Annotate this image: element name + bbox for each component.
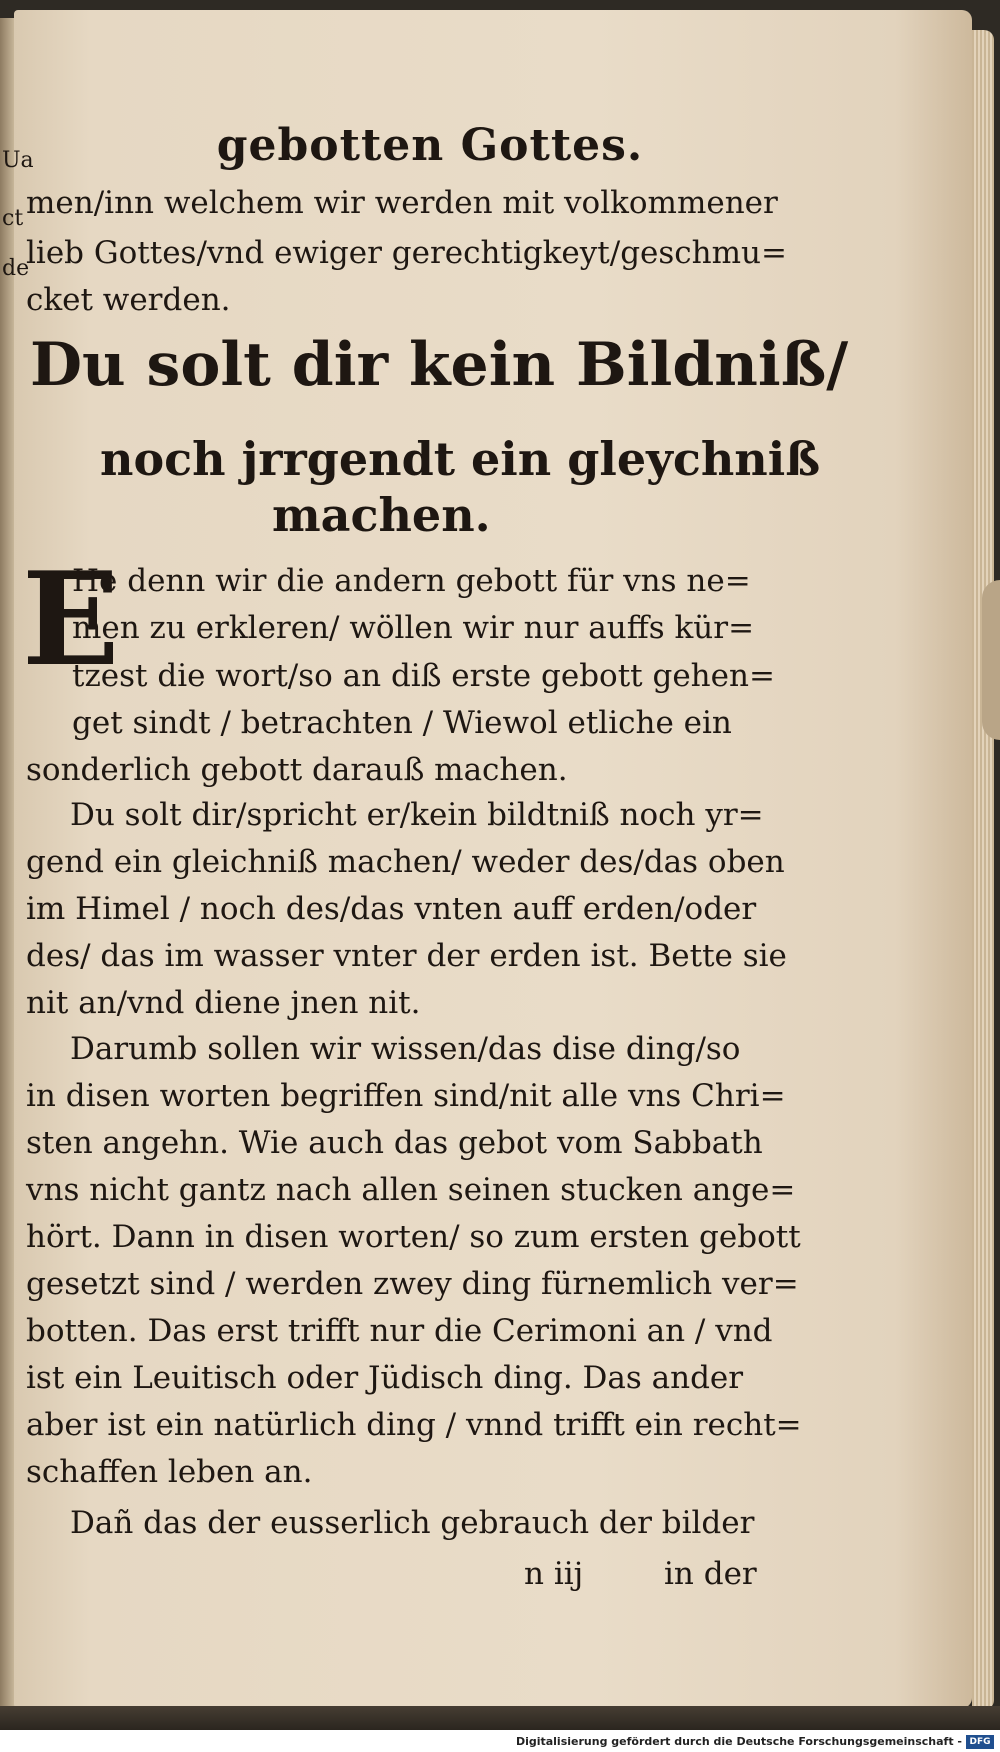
- text-line: nit an/vnd diene jnen nit.: [26, 985, 421, 1021]
- margin-fragment: Ua: [2, 148, 34, 173]
- text-line: lieb Gottes/vnd ewiger gerechtigkeyt/geschmu=: [26, 235, 787, 271]
- text-line: tzest die wort/so an diß erste gebott gehen=: [72, 658, 775, 694]
- bottom-shadow: [0, 1706, 1000, 1730]
- text-line: in disen worten begriffen sind/nit alle vns Chri=: [26, 1078, 786, 1114]
- text-line: get sindt / betrachten / Wiewol etliche ein: [72, 705, 732, 741]
- dfg-logo: DFG: [966, 1735, 994, 1749]
- text-line: hört. Dann in disen worten/ so zum ersten gebott: [26, 1219, 801, 1255]
- text-line: schaffen leben an.: [26, 1454, 313, 1490]
- catchword: in der: [664, 1556, 757, 1592]
- text-line: gend ein gleichniß machen/ weder des/das oben: [26, 844, 785, 880]
- text-line: des/ das im wasser vnter der erden ist. Bette sie: [26, 938, 787, 974]
- text-line: im Himel / noch des/das vnten auff erden/oder: [26, 891, 757, 927]
- text-line: cket werden.: [26, 282, 231, 318]
- drop-cap: E: [22, 545, 120, 695]
- text-line: aber ist ein natürlich ding / vnnd trifft ein recht=: [26, 1407, 802, 1443]
- text-line: vns nicht gantz nach allen seinen stucken ange=: [26, 1172, 796, 1208]
- running-header: gebotten Gottes.: [216, 120, 644, 171]
- commandment-title-line-1: Du solt dir kein Bildniß/: [30, 330, 849, 400]
- commandment-title-line-2: noch jrrgendt ein gleychniß: [100, 432, 821, 486]
- text-line: gesetzt sind / werden zwey ding fürnemlich ver=: [26, 1266, 799, 1302]
- text-line: Darumb sollen wir wissen/das dise ding/so: [70, 1031, 741, 1067]
- signature-mark: n iij: [524, 1556, 584, 1592]
- margin-fragment: ct: [2, 206, 24, 231]
- commandment-title-line-3: machen.: [272, 488, 491, 542]
- digitization-credit: Digitalisierung gefördert durch die Deutsche Forschungsgemeinschaft -: [515, 1735, 962, 1748]
- page-edge-bulge: [982, 580, 1000, 740]
- text-line: He denn wir die andern gebott für vns ne=: [72, 563, 751, 599]
- margin-fragment: de: [2, 256, 30, 281]
- text-line: men/inn welchem wir werden mit volkommener: [26, 185, 778, 221]
- text-line: botten. Das erst trifft nur die Cerimoni an / vnd: [26, 1313, 773, 1349]
- text-line: Du solt dir/spricht er/kein bildtniß noch yr=: [70, 797, 764, 833]
- text-line: sonderlich gebott darauß machen.: [26, 752, 568, 788]
- text-line: sten angehn. Wie auch das gebot vom Sabbath: [26, 1125, 763, 1161]
- text-line: Dañ das der eusserlich gebrauch der bilder: [70, 1505, 755, 1541]
- text-line: men zu erkleren/ wöllen wir nur auffs kür=: [72, 610, 755, 646]
- text-line: ist ein Leuitisch oder Jüdisch ding. Das ander: [26, 1360, 744, 1396]
- page-stack-edges: [972, 30, 994, 1710]
